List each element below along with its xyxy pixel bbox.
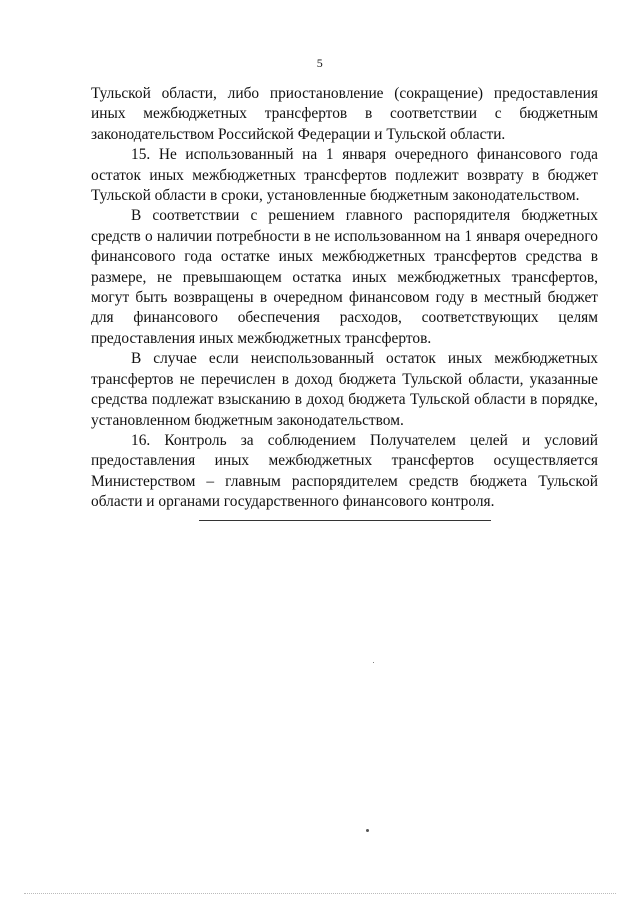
scan-bottom-edge	[24, 893, 616, 894]
document-body	[91, 84, 598, 513]
scan-speck	[373, 662, 374, 663]
paragraph-return-decision: В соответствии с решением главного распорядителя бюджетных средств о наличии потребности в не использованном на 1 января очередного финансового года остатке иных межбюджетных трансфертов средства в размере, не превышающем остатка иных межбюджетных трансфертов, могут быть возвращены в очередном финансовом году в местный бюджет для финансового обеспечения расходов, соответствующих целям предоставления иных межбюджетных трансфертов.	[91, 207, 598, 347]
end-divider-line	[199, 520, 491, 521]
scan-speck	[366, 829, 369, 832]
page-number: 5	[316, 56, 324, 70]
paragraph-continuation: Тульской области, либо приостановление (сокращение) предоставления иных межбюджетных трансфертов в соответствии с бюджетным законодательством Российской Федерации и Тульской области.	[91, 85, 598, 143]
paragraph-clause-16: 16. Контроль за соблюдением Получателем целей и условий предоставления иных межбюджетных трансфертов осуществляется Министерством – главным распорядителем средств бюджета Тульской области и органами государственного финансового контроля.	[91, 431, 598, 511]
paragraph-clause-15: 15. Не использованный на 1 января очередного финансового года остаток иных межбюджетных трансфертов подлежит возврату в бюджет Тульской области в сроки, установленные бюджетным законодательством.	[91, 146, 598, 205]
paragraph-recovery: В случае если неиспользованный остаток иных межбюджетных трансфертов не перечислен в доход бюджета Тульской области, указанные средства подлежат взысканию в доход бюджета Тульской области в порядке, установленном бюджетным законодательством.	[91, 350, 598, 429]
